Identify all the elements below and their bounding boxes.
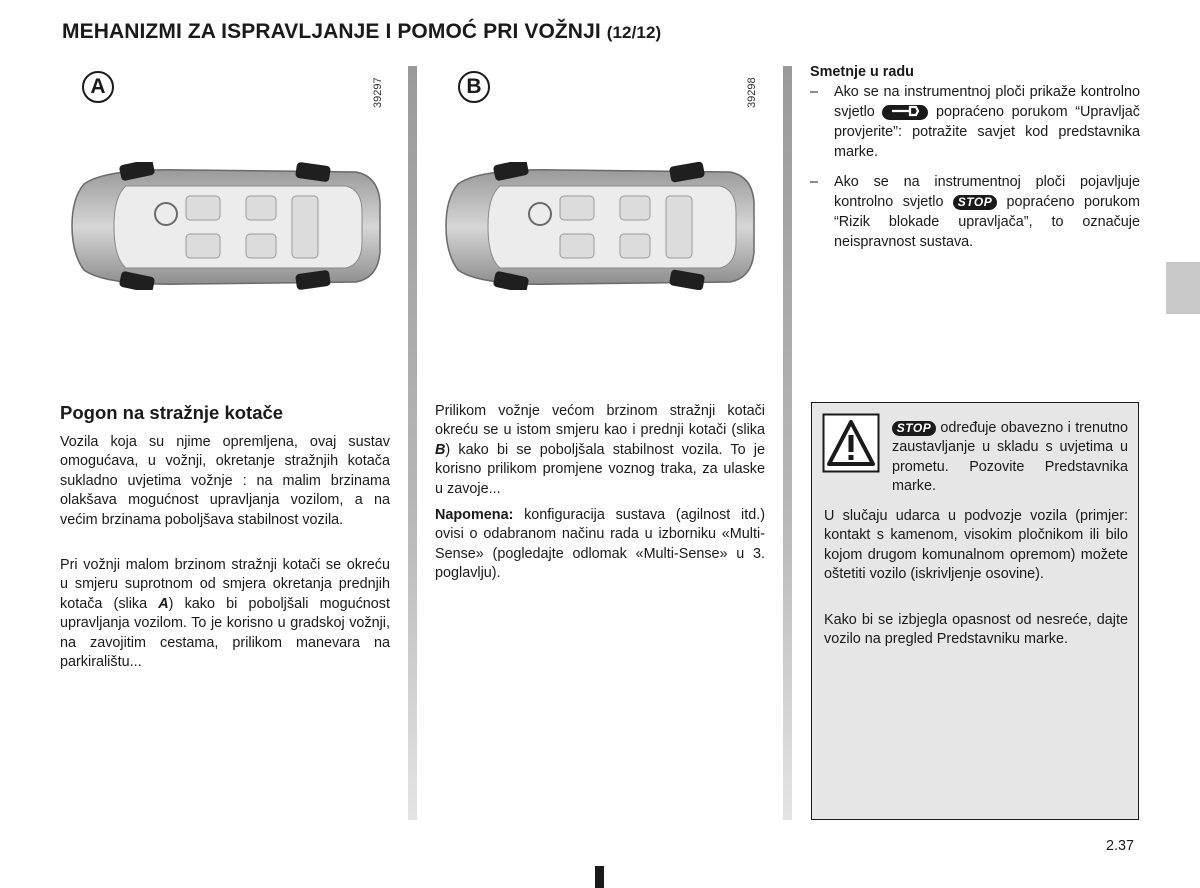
fault-bullet-1	[810, 82, 1140, 164]
warning-text-3: Kako bi se izbjegla opasnost od nesreće, dajte vozilo na pregled Predstavniku marke.	[824, 612, 1128, 648]
fault-bullet-2-start: Ako se na instrumentnoj ploči pojavljuje kontrolno svjetlo	[834, 174, 1140, 210]
left-paragraph-2-start: Pri vožnji malom brzinom stražnji kotači se okreću u smjeru suprotnom od smjera okretanja prednjih kotača (slika	[60, 557, 390, 612]
wrench-icon	[882, 105, 928, 120]
figure-letter-b: B	[458, 71, 490, 103]
middle-paragraph-1	[435, 402, 765, 499]
fault-bullet-1-end: popraćeno porukom “Upravljač provjerite”: potražite savjet kod predstavnika marke.	[834, 104, 1140, 160]
bullet-dash: –	[810, 84, 819, 100]
left-paragraph-2-end: ) kako bi poboljšali mogućnost upravljanja vozilom. To je korisno u gradskoj vožnji, na zavojitim cestama, prilikom manevara na parkiralištu...	[60, 595, 391, 671]
warning-text-1-content: određuje obavezno i trenutno zaustavljanje u skladu s uvjetima u prometu. Pozovite Predstavnika marke.	[892, 420, 1128, 495]
figure-code-b: 39298	[746, 77, 758, 108]
page-title-part: (12/12)	[606, 23, 662, 42]
left-paragraph-2	[60, 556, 390, 672]
warning-text-1	[892, 419, 1128, 497]
figure-code-a: 39297	[372, 77, 384, 108]
fault-bullet-2-bold: to označuje neispravnost sustava.	[834, 214, 1140, 250]
warning-triangle-icon	[822, 413, 880, 473]
fault-bullet-2-text	[834, 172, 1140, 252]
warning-box	[811, 402, 1139, 820]
chapter-tab	[1166, 262, 1200, 314]
page-number: 2.37	[1106, 838, 1135, 854]
section-title: Pogon na stražnje kotače	[60, 402, 284, 423]
stop-icon: STOP	[892, 421, 936, 436]
left-paragraph-1: Vozila koja su njime opremljena, ovaj sustav omogućava, u vožnji, okretanje stražnjih kotača sukladno uvjetima vožnje : na malim brzinama olakšava mogućnost upravljanja vozilom, a na većim brzinama poboljšava stabilnost vozila.	[60, 434, 390, 528]
fault-bullet-2	[810, 172, 1140, 254]
figure-b	[434, 66, 774, 366]
fault-bullet-1-start: Ako se na instrumentnoj ploči prikaže kontrolno svjetlo	[834, 84, 1140, 120]
faults-title: Smetnje u radu	[810, 64, 914, 80]
figure-ref-a: A	[158, 595, 169, 612]
car-top-view-icon	[66, 162, 386, 290]
middle-paragraph-1-end: ) kako bi se poboljšala stabilnost vozila. To je korisno prilikom promjene voznog traka, za ulaske u zavoje...	[435, 441, 765, 497]
bottom-marker	[595, 866, 604, 888]
column-divider-left	[408, 66, 417, 820]
fault-bullet-2-end: popraćeno porukom “Rizik blokade upravljača”,	[834, 194, 1140, 230]
figure-ref-b: B	[435, 441, 446, 458]
car-top-view-icon	[440, 162, 760, 290]
note-text: konfiguracija sustava (agilnost itd.) ovisi o odabranom načinu rada u izborniku «Multi-Sense» (pogledajte odlomak «Multi-Sense» u 3. poglavlju).	[435, 507, 765, 582]
page-title-text: MEHANIZMI ZA ISPRAVLJANJE I POMOĆ PRI VOŽNJI	[62, 20, 601, 43]
bullet-dash: –	[810, 174, 819, 190]
column-divider-right	[783, 66, 792, 820]
warning-text-2: U slučaju udarca u podvozje vozila (primjer: kontakt s kamenom, visokim pločnikom ili bilo kojom drugom komunalnom opremom) možete oštetiti vozilo (iskrivljenje osovine).	[824, 508, 1128, 583]
figure-letter-a: A	[82, 71, 114, 103]
middle-paragraph-1-start: Prilikom vožnje većom brzinom stražnji kotači okreću se u istom smjeru kao i prednji kotači (slika	[435, 403, 765, 439]
page-title	[62, 20, 661, 44]
fault-bullet-1-text	[834, 82, 1140, 162]
note-label: Napomena:	[435, 507, 514, 523]
middle-note	[435, 506, 765, 584]
stop-icon: STOP	[953, 195, 997, 210]
figure-a	[60, 66, 400, 366]
